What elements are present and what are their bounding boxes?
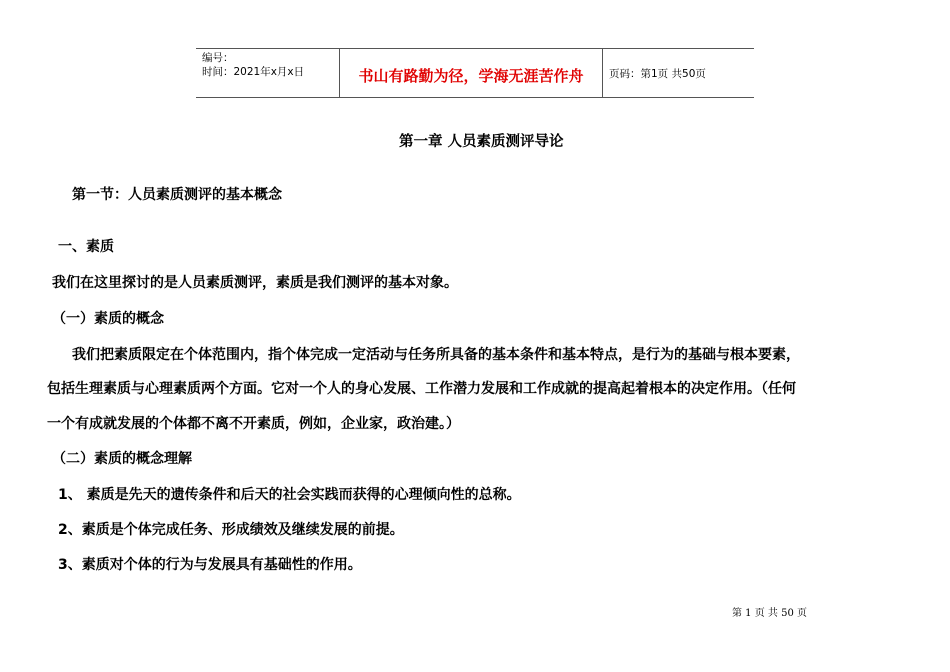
list-item: 1、 素质是先天的遗传条件和后天的社会实践而获得的心理倾向性的总称。	[58, 487, 521, 503]
intro-paragraph: 我们在这里探讨的是人员素质测评，素质是我们测评的基本对象。	[52, 275, 458, 291]
paragraph-line: 一个有成就发展的个体都不离不开素质，例如，企业家，政治建。）	[47, 416, 460, 432]
header-page-label: 页码：第1页 共50页	[609, 68, 706, 80]
page-footer: 第 1 页 共 50 页	[732, 608, 807, 619]
header-meta	[202, 51, 304, 79]
subheading-concept: （一）素质的概念	[52, 311, 164, 327]
number-label: 编号：	[202, 52, 234, 64]
header-motto: 书山有路勤为径，学海无涯苦作舟	[358, 67, 584, 85]
list-item: 2、素质是个体完成任务、形成绩效及继续发展的前提。	[58, 522, 404, 538]
section-title: 第一节：人员素质测评的基本概念	[72, 187, 282, 203]
time-label: 时间：2021年x月x日	[202, 66, 305, 78]
header-divider	[602, 49, 603, 97]
page-header	[196, 48, 754, 98]
heading-suzhi: 一、素质	[58, 239, 114, 255]
list-item: 3、素质对个体的行为与发展具有基础性的作用。	[58, 557, 362, 573]
paragraph-line: 包括生理素质与心理素质两个方面。它对一个人的身心发展、工作潜力发展和工作成就的提高起着根本的决定作用。（任何	[47, 381, 796, 397]
paragraph-line: 我们把素质限定在个体范围内，指个体完成一定活动与任务所具备的基本条件和基本特点，是行为的基础与根本要素，	[72, 347, 800, 363]
subheading-understanding: （二）素质的概念理解	[52, 451, 192, 467]
chapter-title: 第一章 人员素质测评导论	[399, 134, 564, 150]
